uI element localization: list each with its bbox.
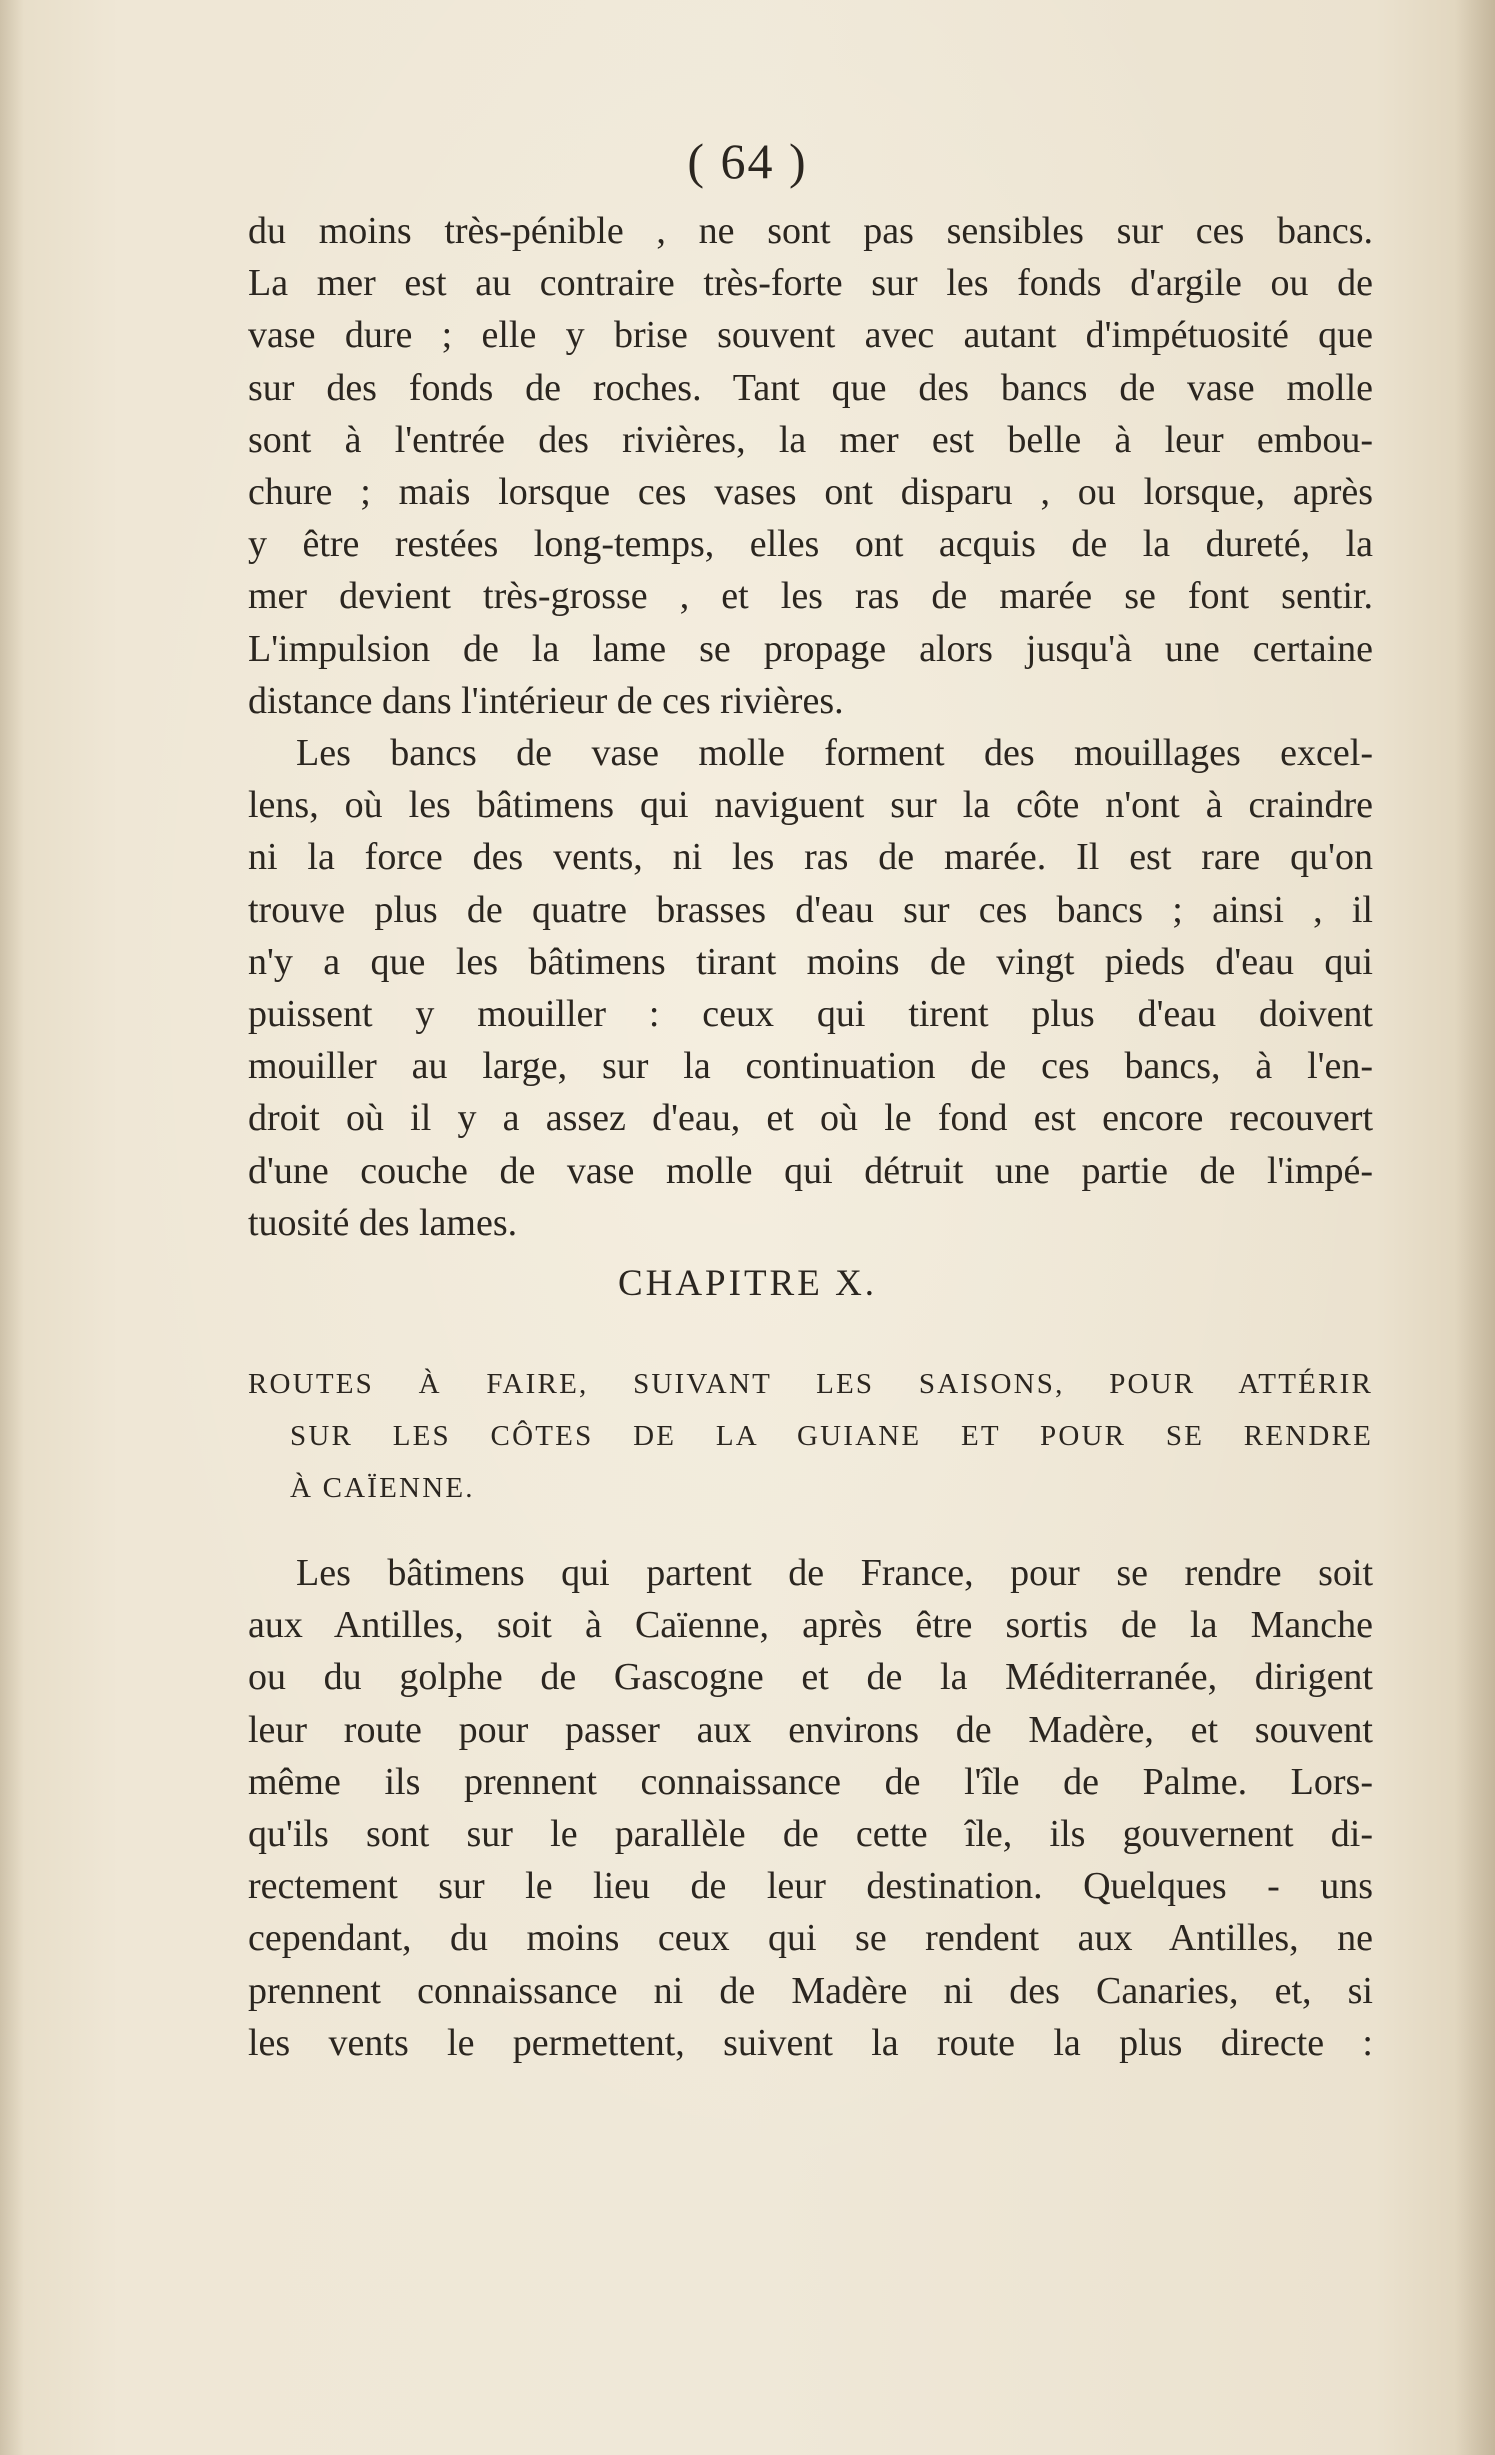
text-line: mer devient très-grosse , et les ras de marée se font sentir. (248, 575, 1373, 618)
text-line: puissent y mouiller : ceux qui tirent plus d'eau doivent (248, 993, 1373, 1036)
text-line: vase dure ; elle y brise souvent avec autant d'impétuosité que (248, 314, 1373, 357)
text-line: n'y a que les bâtimens tirant moins de vingt pieds d'eau qui (248, 940, 1373, 983)
heading-line: ROUTES À FAIRE, SUIVANT LES SAISONS, POUR ATTÉRIR (248, 1368, 1373, 1400)
text-line: sur des fonds de roches. Tant que des bancs de vase molle (248, 366, 1373, 409)
heading-line: SUR LES CÔTES DE LA GUIANE ET POUR SE RENDRE (290, 1420, 1373, 1452)
heading-line: À CAÏENNE. (290, 1472, 475, 1504)
text-line: leur route pour passer aux environs de Madère, et souvent (248, 1708, 1373, 1751)
text-line: les vents le permettent, suivent la route la plus directe : (248, 2021, 1373, 2064)
text-line: rectement sur le lieu de leur destination. Quelques - uns (248, 1865, 1373, 1908)
text-line: qu'ils sont sur le parallèle de cette île, ils gouvernent di- (248, 1813, 1373, 1856)
text-line: distance dans l'intérieur de ces rivières. (248, 679, 844, 722)
text-line: mouiller au large, sur la continuation de ces bancs, à l'en- (248, 1045, 1373, 1088)
text-line: ou du golphe de Gascogne et de la Méditerranée, dirigent (248, 1656, 1373, 1699)
text-line: prennent connaissance ni de Madère ni des Canaries, et, si (248, 1969, 1373, 2012)
page-shadow-left (0, 0, 24, 2455)
text-line: y être restées long-temps, elles ont acquis de la dureté, la (248, 523, 1373, 566)
text-line: Les bâtimens qui partent de France, pour se rendre soit (296, 1552, 1373, 1594)
chapter-heading (248, 1358, 1373, 1514)
text-line: La mer est au contraire très-forte sur les fonds d'argile ou de (248, 262, 1373, 305)
chapter-title: CHAPITRE X. (617, 1263, 878, 1304)
paragraph-3 (248, 1547, 1373, 2069)
text-line: aux Antilles, soit à Caïenne, après être sortis de la Manche (248, 1604, 1373, 1647)
paragraph-1 (248, 205, 1373, 727)
text-line: droit où il y a assez d'eau, et où le fond est encore recouvert (248, 1097, 1373, 1140)
page-number: ( 64 ) (687, 133, 808, 189)
text-line: ni la force des vents, ni les ras de marée. Il est rare qu'on (248, 836, 1373, 879)
text-line: trouve plus de quatre brasses d'eau sur ces bancs ; ainsi , il (248, 888, 1373, 931)
paragraph-2 (248, 727, 1373, 1249)
text-line: sont à l'entrée des rivières, la mer est belle à leur embou- (248, 418, 1373, 461)
text-line: même ils prennent connaissance de l'île de Palme. Lors- (248, 1760, 1373, 1803)
text-line: du moins très-pénible , ne sont pas sensibles sur ces bancs. (248, 210, 1373, 252)
text-line: L'impulsion de la lame se propage alors jusqu'à une certaine (248, 627, 1373, 670)
text-line: d'une couche de vase molle qui détruit une partie de l'impé- (248, 1149, 1373, 1192)
text-line: Les bancs de vase molle forment des mouillages excel- (296, 732, 1373, 774)
page-shadow-right (1455, 0, 1495, 2455)
text-line: lens, où les bâtimens qui naviguent sur la côte n'ont à craindre (248, 784, 1373, 827)
text-line: chure ; mais lorsque ces vases ont disparu , ou lorsque, après (248, 471, 1373, 514)
text-line: tuosité des lames. (248, 1201, 518, 1244)
text-line: cependant, du moins ceux qui se rendent aux Antilles, ne (248, 1917, 1373, 1960)
